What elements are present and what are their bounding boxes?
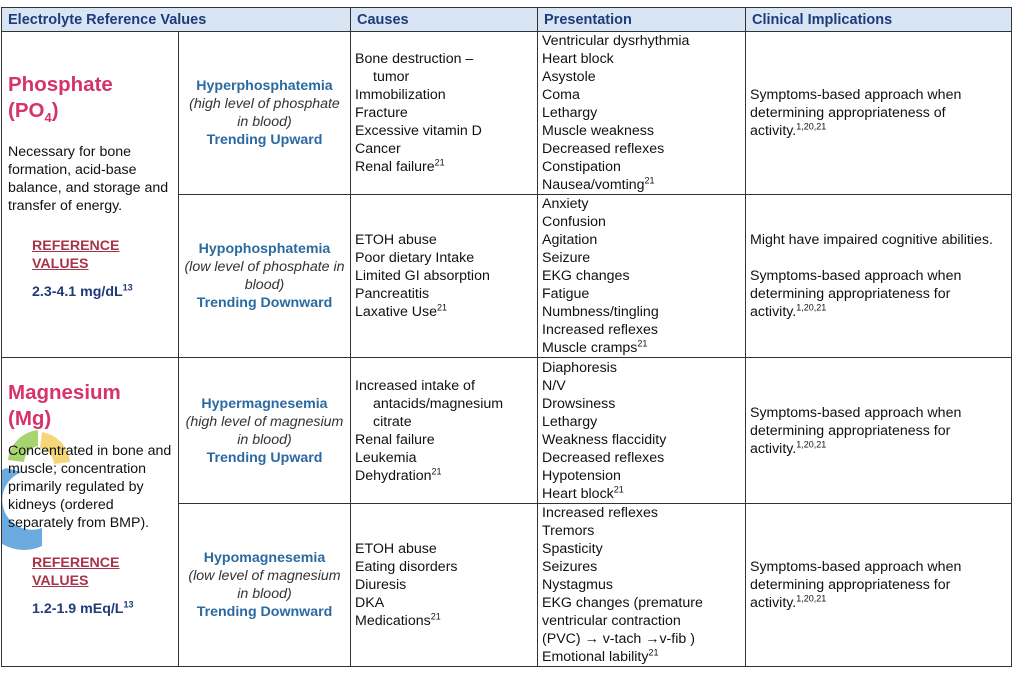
list-item: Muscle weakness <box>542 123 654 139</box>
list-item: Drowsiness <box>542 395 616 412</box>
causes-list <box>355 50 533 176</box>
presentation-list <box>542 359 741 503</box>
table-header-row <box>2 8 1012 32</box>
electrolyte-table <box>1 7 1012 667</box>
header-clinical-implications: Clinical Implications <box>746 8 1012 32</box>
list-item: ventricular contraction <box>542 613 681 629</box>
magnesium-cell <box>2 358 179 667</box>
list-item: Nystagmus <box>542 577 613 593</box>
list-item: Laxative Use$^{21}$ <box>355 302 448 320</box>
condition-description: (high level of magnesium in blood) <box>185 413 344 448</box>
list-item: Eating disorders <box>355 559 458 575</box>
implications-cell <box>746 358 1012 504</box>
condition-cell <box>179 32 351 195</box>
causes-list <box>355 540 533 630</box>
condition-trend: Trending Downward <box>196 295 333 311</box>
list-item: Fatigue <box>542 286 590 302</box>
list-item: (PVC) → v-tach →v-fib ) <box>542 631 695 647</box>
presentation-list <box>542 195 741 357</box>
presentation-cell <box>538 358 746 504</box>
list-item: DKA <box>355 595 385 611</box>
list-item: EKG changes (premature <box>542 595 703 611</box>
list-item: Decreased reflexes <box>542 141 665 157</box>
condition-trend: Trending Upward <box>206 132 323 148</box>
list-item: Hypotension <box>542 467 621 484</box>
condition-description: (low level of magnesium in blood) <box>188 568 341 602</box>
list-item: Bone destruction – <box>355 51 474 67</box>
list-item: Agitation <box>542 232 598 248</box>
presentation-list <box>542 504 741 666</box>
list-item: Weakness flaccidity <box>542 431 667 448</box>
list-item: Renal failure <box>355 431 435 448</box>
list-item: Pancreatitis <box>355 286 430 302</box>
causes-cell <box>351 358 538 504</box>
implication-text: Symptoms-based approach when determining appropriateness for activity.$^{1,20,21}$ <box>750 559 962 611</box>
list-item: ETOH abuse <box>355 541 437 557</box>
list-item: Decreased reflexes <box>542 449 665 466</box>
list-item: citrate <box>373 413 412 430</box>
list-item: Lethargy <box>542 105 598 121</box>
list-item: Increased reflexes <box>542 505 658 521</box>
condition-cell <box>179 358 351 504</box>
list-item: Tremors <box>542 523 595 539</box>
condition-description: (high level of phosphate in blood) <box>189 96 340 130</box>
electrolyte-description: Necessary for bone formation, acid-base balance, and storage and transfer of energy. <box>8 144 169 215</box>
list-item: Diaphoresis <box>542 359 617 376</box>
list-item: Nausea/vomting$^{21}$ <box>542 175 655 193</box>
list-item: Emotional lability$^{21}$ <box>542 647 659 665</box>
list-item: Increased intake of <box>355 377 475 394</box>
reference-value: 2.3-4.1 $mg/dL^{13}$ <box>32 282 133 301</box>
condition-name: Hyperphosphatemia <box>196 78 333 94</box>
implication-text: Symptoms-based approach when determining appropriateness for activity.$^{1,20,21}$ <box>750 268 962 320</box>
condition-description: (low level of phosphate in blood) <box>184 259 345 293</box>
table-row <box>2 32 1012 195</box>
list-item: Renal failure$^{21}$ <box>355 157 445 175</box>
causes-cell <box>351 504 538 667</box>
causes-list <box>355 231 533 321</box>
implication-text: Symptoms-based approach when determining appropriateness of activity.$^{1,20,21}$ <box>750 87 962 139</box>
condition-trend: Trending Upward <box>206 449 323 466</box>
presentation-list <box>542 32 741 194</box>
implications-cell <box>746 195 1012 358</box>
list-item: Confusion <box>542 214 606 230</box>
condition-name: Hypermagnesemia <box>201 395 328 412</box>
list-item: EKG changes <box>542 268 630 284</box>
presentation-cell <box>538 32 746 195</box>
implication-text: Symptoms-based approach when determining appropriateness for activity.$^{1,20,21}$ <box>750 404 962 457</box>
causes-cell <box>351 32 538 195</box>
presentation-cell <box>538 504 746 667</box>
table-row <box>2 358 1012 504</box>
list-item: Ventricular dysrhythmia <box>542 33 690 49</box>
list-item: Constipation <box>542 159 621 175</box>
causes-list <box>355 377 533 485</box>
implications-cell <box>746 504 1012 667</box>
list-item: Heart block$^{21}$ <box>542 483 624 502</box>
list-item: Seizure <box>542 250 591 266</box>
list-item: Diuresis <box>355 577 407 593</box>
condition-name: Hypomagnesemia <box>203 550 326 566</box>
list-item: Medications$^{21}$ <box>355 611 441 629</box>
implications-cell <box>746 32 1012 195</box>
list-item: Asystole <box>542 69 596 85</box>
list-item: Leukemia <box>355 449 417 466</box>
list-item: Numbness/tingling <box>542 304 659 320</box>
list-item: N/V <box>542 377 566 394</box>
list-item: tumor <box>373 69 410 85</box>
presentation-cell <box>538 195 746 358</box>
list-item: Spasticity <box>542 541 603 557</box>
condition-trend: Trending Downward <box>196 604 333 620</box>
electrolyte-description: Concentrated in bone and muscle; concentration primarily regulated by kidneys (ordered separately from BMP). <box>8 443 172 531</box>
header-causes: Causes <box>351 8 538 32</box>
list-item: Fracture <box>355 105 408 121</box>
list-item: antacids/magnesium <box>373 395 504 412</box>
reference-values-label: REFERENCE VALUES <box>32 555 120 589</box>
electrolyte-name: Magnesium (Mg) <box>8 381 121 430</box>
list-item: Seizures <box>542 559 598 575</box>
condition-name: Hypophosphatemia <box>198 241 331 257</box>
electrolyte-name: Phosphate $(PO_4)$ <box>8 73 113 126</box>
list-item: Heart block <box>542 51 614 67</box>
list-item: Coma <box>542 87 580 103</box>
list-item: Increased reflexes <box>542 322 658 338</box>
implication-text: Might have impaired cognitive abilities. <box>750 232 993 248</box>
list-item: Immobilization <box>355 87 446 103</box>
causes-cell <box>351 195 538 358</box>
list-item: Limited GI absorption <box>355 268 490 284</box>
list-item: Lethargy <box>542 413 598 430</box>
phosphate-cell <box>2 32 179 358</box>
list-item: Muscle cramps$^{21}$ <box>542 338 648 356</box>
list-item: Excessive vitamin D <box>355 123 482 139</box>
reference-values-label: REFERENCE VALUES <box>32 238 120 273</box>
list-item: Poor dietary Intake <box>355 250 475 266</box>
condition-cell <box>179 195 351 358</box>
reference-value: 1.2-1.9 mEq/$L^{13}$ <box>32 599 134 617</box>
header-reference-values: Electrolyte Reference Values <box>2 8 351 32</box>
header-presentation: Presentation <box>538 8 746 32</box>
list-item: Dehydration$^{21}$ <box>355 465 442 484</box>
list-item: ETOH abuse <box>355 232 437 248</box>
list-item: Anxiety <box>542 196 589 212</box>
condition-cell <box>179 504 351 667</box>
list-item: Cancer <box>355 141 401 157</box>
